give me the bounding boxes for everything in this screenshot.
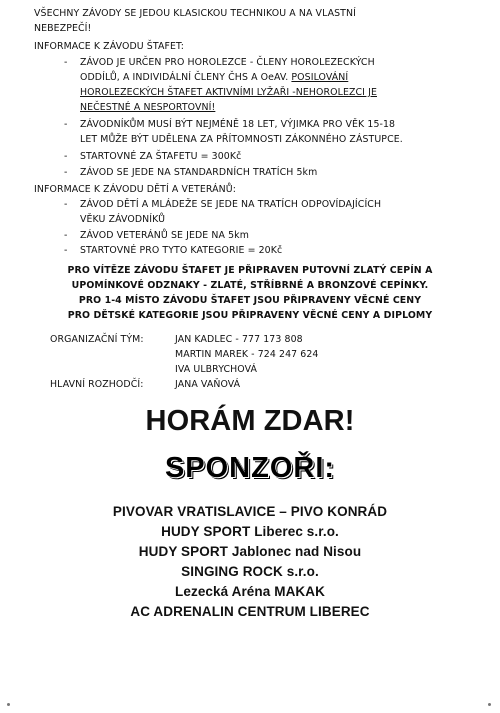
sponsor-2: HUDY SPORT Liberec s.r.o. <box>161 524 339 539</box>
kids-item-1-line-2: VĚKU ZÁVODNÍKŮ <box>80 214 166 225</box>
sponsors-title: SPONZOŘI: <box>164 452 336 484</box>
relay-item-4: ZÁVOD SE JEDE NA STANDARDNÍCH TRATÍCH 5km <box>80 167 318 178</box>
bullet-dash: - <box>64 151 68 162</box>
relay-item-3: STARTOVNÉ ZA ŠTAFETU = 300Kč <box>80 151 242 162</box>
team-member-3: IVA ULBRYCHOVÁ <box>175 364 258 375</box>
scan-speck <box>488 703 491 706</box>
kids-item-3: STARTOVNÉ PRO TYTO KATEGORIE = 20Kč <box>80 245 283 256</box>
relay-item-1-line-4: NEČESTNÉ A NESPORTOVNÍ! <box>80 102 216 113</box>
prizes-line-2: UPOMÍNKOVÉ ODZNAKY - ZLATÉ, STŘÍBRNÉ A BRONZOVÉ CEPÍNKY. <box>71 280 429 291</box>
intro-line-1: VŠECHNY ZÁVODY SE JEDOU KLASICKOU TECHNIKOU A NA VLASTNÍ <box>34 8 356 19</box>
prizes-line-1: PRO VÍTĚZE ZÁVODU ŠTAFET JE PŘIPRAVEN PUTOVNÍ ZLATÝ CEPÍN A <box>67 265 433 276</box>
scan-speck <box>7 703 10 706</box>
sponsor-6: AC ADRENALIN CENTRUM LIBEREC <box>130 604 370 619</box>
bullet-dash: - <box>64 119 68 130</box>
relay-header: INFORMACE K ZÁVODU ŠTAFET: <box>34 41 185 52</box>
team-member-1: JAN KADLEC - 777 173 808 <box>175 334 303 345</box>
slogan: HORÁM ZDAR! <box>145 405 355 437</box>
sponsor-1: PIVOVAR VRATISLAVICE – PIVO KONRÁD <box>112 504 388 519</box>
bullet-dash: - <box>64 245 68 256</box>
sponsor-4: SINGING ROCK s.r.o. <box>181 564 319 579</box>
sponsor-3: HUDY SPORT Jablonec nad Nisou <box>138 544 362 559</box>
bullet-dash: - <box>64 199 68 210</box>
sponsor-5: Lezecká Aréna MAKAK <box>175 584 325 599</box>
intro-line-2: NEBEZPEČÍ! <box>34 23 92 34</box>
kids-header: INFORMACE K ZÁVODU DĚTÍ A VETERÁNŮ: <box>34 184 236 195</box>
team-member-2: MARTIN MAREK - 724 247 624 <box>175 349 319 360</box>
relay-item-2-line-1: ZÁVODNÍKŮM MUSÍ BÝT NEJMÉNĚ 18 LET, VÝJIMKA PRO VĚK 15-18 <box>80 119 396 130</box>
relay-item-2-line-2: LET MŮŽE BÝT UDĚLENA ZA PŘÍTOMNOSTI ZÁKONNÉHO ZÁSTUPCE. <box>80 134 403 145</box>
kids-item-1-line-1: ZÁVOD DĚTÍ A MLÁDEŽE SE JEDE NA TRATÍCH ODPOVÍDAJÍCÍCH <box>80 199 382 210</box>
relay-item-1-line-2: ODDÍLŮ, A INDIVIDÁLNÍ ČLENY ČHS A OeAV. POSILOVÁNÍ <box>80 72 349 83</box>
bullet-dash: - <box>64 167 68 178</box>
kids-item-2: ZÁVOD VETERÁNŮ SE JEDE NA 5km <box>80 230 249 241</box>
relay-item-1-underline-start: POSILOVÁNÍ <box>291 72 349 83</box>
prizes-line-3: PRO 1-4 MÍSTO ZÁVODU ŠTAFET JSOU PŘIPRAVENY VĚCNÉ CENY <box>78 295 422 306</box>
bullet-dash: - <box>64 230 68 241</box>
referee-label: HLAVNÍ ROZHODČÍ: <box>50 379 144 390</box>
relay-item-1-line-3: HOROLEZECKÝCH ŠTAFET AKTIVNÍMI LYŽAŘI -NEHOROLEZCI JE <box>80 87 377 98</box>
prizes-line-4: PRO DĚTSKÉ KATEGORIE JSOU PŘIPRAVENY VĚCNÉ CENY A DIPLOMY <box>67 310 433 321</box>
team-label: ORGANIZAČNÍ TÝM: <box>50 334 144 345</box>
bullet-dash: - <box>64 57 68 68</box>
relay-item-1-line-1: ZÁVOD JE URČEN PRO HOROLEZCE - ČLENY HOROLEZECKÝCH <box>80 57 375 68</box>
referee-name: JANA VAŇOVÁ <box>175 379 241 390</box>
